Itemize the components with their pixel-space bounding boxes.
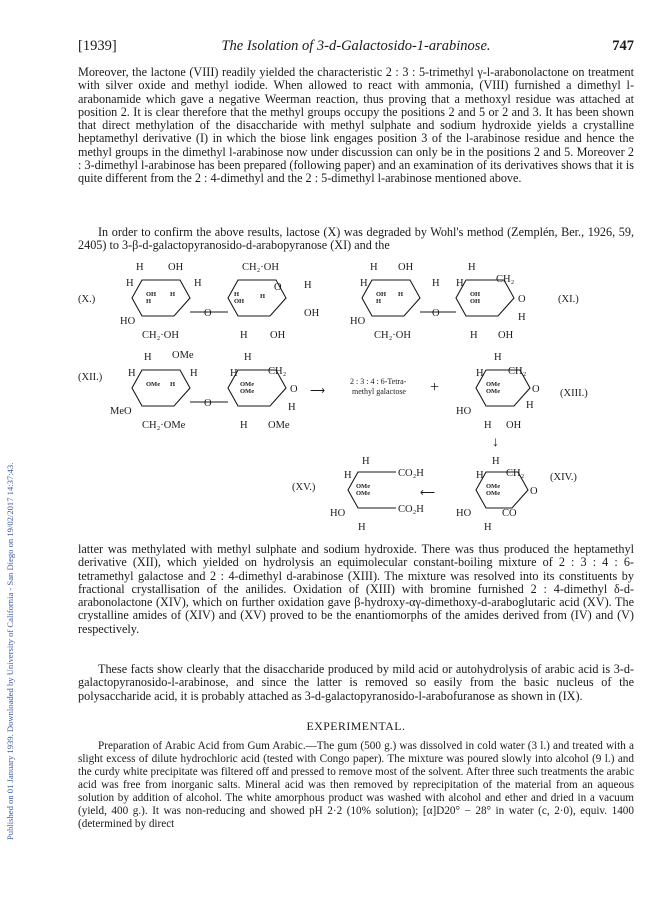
atom: O xyxy=(204,398,212,409)
atom: CH₂ xyxy=(496,274,515,285)
atom: O xyxy=(204,308,212,319)
product-label: methyl galactose xyxy=(352,387,406,396)
atom: H xyxy=(468,262,476,273)
atom: H xyxy=(470,330,478,341)
atom: OMe xyxy=(486,381,501,388)
atom: O xyxy=(290,384,298,395)
atom: H xyxy=(144,352,152,363)
download-watermark: Published on 01 January 1939. Downloaded by University of California - San Diego on 19/02/2017 14:37:43. xyxy=(5,462,15,840)
atom: H xyxy=(344,470,352,481)
atom: CH₂ xyxy=(508,366,527,377)
atom: CH₂ xyxy=(268,366,287,377)
label-xi: (XI.) xyxy=(558,294,579,305)
atom: OMe xyxy=(486,388,501,395)
atom: CH₂·OH xyxy=(142,330,179,341)
atom: H xyxy=(190,368,198,379)
atom: H xyxy=(240,420,248,431)
atom: CH₂·OH xyxy=(242,262,279,273)
atom: H xyxy=(146,298,152,305)
section-heading-experimental: EXPERIMENTAL. xyxy=(306,719,406,733)
atom: OH xyxy=(234,298,245,305)
atom: OH xyxy=(398,262,414,273)
atom: H xyxy=(518,312,526,323)
atom: H xyxy=(476,470,484,481)
atom: HO xyxy=(456,406,472,417)
atom: H xyxy=(288,402,296,413)
paragraph-lactose-degradation: In order to confirm the above results, lactose (X) was degraded by Wohl's method (Zemplén, Ber., 1926, 59, 2405) to 3-β-d-galactopyranosido-d-arabopyranose (XI) and the xyxy=(78,225,634,253)
atom: H xyxy=(360,278,368,289)
atom: O xyxy=(274,282,282,293)
atom: OH xyxy=(470,298,481,305)
structure-xiii xyxy=(456,352,588,450)
atom: CH₂·OMe xyxy=(142,420,186,431)
label-xiv: (XIV.) xyxy=(550,472,577,483)
atom: O xyxy=(532,384,540,395)
paragraph-preparation: Preparation of Arabic Acid from Gum Arabic.—The gum (500 g.) was dissolved in cold water (3 l.) and treated with a slight excess of dilute hydrochloric acid (tested with Congo paper). The mixture was poured slowly into alcohol (9 l.) and the curdy white precipitate was filtered off and pressed to remove most of the solvent. After three such treatments the arabic acid was free from inorganic salts. Mineral acid was then removed by reprecipitation of the material from an aqueous solution by addition of alcohol. The white amorphous product was washed with alcohol and ether and dried in a vacuum (yield, 400 g.). It was non-reducing and showed pH 2·2 (10% solution); [α]D20° − 28° in water (c, 2·0), equiv. 1400 (determined by direct xyxy=(78,740,634,830)
atom: OH xyxy=(376,291,387,298)
label-xv: (XV.) xyxy=(292,482,316,493)
atom: CH₂·OH xyxy=(374,330,411,341)
atom: HO xyxy=(456,508,472,519)
atom: OH xyxy=(270,330,286,341)
paragraph-lactone: Moreover, the lactone (VIII) readily yielded the characteristic 2 : 3 : 5-trimethyl γ-l-arabonolactone on treatment with silver oxide and methyl iodide. When allowed to react with ammonia, (VIII) furnished a dimethyl l-arabonamide which gave a negative Weerman reaction, thus proving that a methoxyl residue was attached at position 2. It is clear therefore that the methyl groups occupy the positions 2 and 5 or 2 and 3. It has been shown that direct methylation of the disaccharide with methyl sulphate and sodium hydroxide yields a crystalline heptamethyl derivative (I) in which the biose link engages position 3 of the l-arabinose residue and hence the methyl groups in the dimethyl l-arabinose now under discussion can only be in the positions 2 and 5. Moreover 2 : 3-dimethyl l-arabinose has been prepared (following paper) and an examination of its derivatives shows that it is quite different from the 2 : 4-dimethyl and the 2 : 5-dimethyl l-arabinose mentioned above. xyxy=(78,65,634,186)
atom: H xyxy=(370,262,378,273)
paragraph-conclusion: These facts show clearly that the disaccharide produced by mild acid or autohydrolysis of arabic acid is 3-d-galactopyranosido-l-arabinose, and since the latter is removed so easily from the basic nucleus of the polysaccharide acid, it is probably attached as 3-d-galactopyranosido-l-arabofuranose as shown in (IX). xyxy=(78,662,634,703)
page-number: 747 xyxy=(612,38,634,54)
atom: OMe xyxy=(356,490,371,497)
atom: H xyxy=(260,293,266,300)
label-xii: (XII.) xyxy=(78,372,103,383)
atom: CO xyxy=(502,508,517,519)
arrow-left: ⟵ xyxy=(420,488,436,499)
label-x: (X.) xyxy=(78,294,96,305)
structure-xii xyxy=(78,350,298,431)
atom: OH xyxy=(498,330,514,341)
atom: H xyxy=(362,456,370,467)
atom: H xyxy=(494,352,502,363)
atom: OH xyxy=(168,262,184,273)
atom: OH xyxy=(304,308,320,319)
atom: O xyxy=(530,486,538,497)
volume-year: [1939] xyxy=(78,38,117,54)
atom: OH xyxy=(470,291,481,298)
atom: H xyxy=(194,278,202,289)
atom: H xyxy=(484,522,492,532)
atom: H xyxy=(244,352,252,363)
hydrolysis-step xyxy=(310,377,439,397)
atom: H xyxy=(492,456,500,467)
structure-x xyxy=(78,262,320,341)
plus-sign: + xyxy=(430,379,440,396)
arrow-down: ↓ xyxy=(492,435,499,450)
atom: H xyxy=(476,368,484,379)
label-xiii: (XIII.) xyxy=(560,388,588,399)
atom: OMe xyxy=(172,350,194,361)
paragraph-methylation: latter was methylated with methyl sulphate and sodium hydroxide. There was thus produced the heptamethyl derivative (XII), which yielded on hydrolysis an equimolecular constant-boiling mixture of 2 : 3 : 4 : 6-tetramethyl galactose and 2 : 4-dimethyl d-arabinose (XIII). The mixture was resolved into its constituents by fractional crystallisation of the anilides. Oxidation of (XIII) with bromine furnished 2 : 4-dimethyl δ-d-arabonolactone (XIV), which on further oxidation gave β-hydroxy-αγ-dimethoxy-d-araboglutaric acid (XV). The crystalline amides of (XIV) and (XV) proved to be the enantiomorphs of the amides derived from (IV) and (V) respectively. xyxy=(78,542,634,636)
atom: H xyxy=(170,381,176,388)
structure-figure xyxy=(72,258,642,532)
atom: H xyxy=(376,298,382,305)
atom: CO₂H xyxy=(398,468,424,479)
atom: HO xyxy=(330,508,346,519)
atom: OMe xyxy=(486,483,501,490)
atom: OH xyxy=(506,420,522,431)
atom: O xyxy=(432,308,440,319)
atom: OMe xyxy=(146,381,161,388)
atom: O xyxy=(518,294,526,305)
structure-xv xyxy=(292,456,424,532)
atom: OMe xyxy=(240,388,255,395)
atom: H xyxy=(432,278,440,289)
atom: H xyxy=(304,280,312,291)
atom: HO xyxy=(120,316,136,327)
atom: H xyxy=(170,291,176,298)
structure-xi xyxy=(350,262,579,341)
structure-xiv xyxy=(456,456,577,532)
atom: OMe xyxy=(486,490,501,497)
atom: OMe xyxy=(356,483,371,490)
atom: OMe xyxy=(240,381,255,388)
page-header xyxy=(78,38,634,56)
atom: H xyxy=(136,262,144,273)
atom: H xyxy=(128,368,136,379)
atom: H xyxy=(126,278,134,289)
running-title: The Isolation of 3-d-Galactosido-1-arabinose. xyxy=(221,38,491,54)
atom: H xyxy=(230,368,238,379)
atom: H xyxy=(456,278,464,289)
product-label: 2 : 3 : 4 : 6-Tetra- xyxy=(350,377,407,386)
atom: OMe xyxy=(268,420,290,431)
atom: HO xyxy=(350,316,366,327)
atom: H xyxy=(398,291,404,298)
arrow-right: ⟶ xyxy=(310,386,326,397)
atom: CH₂ xyxy=(506,468,525,479)
atom: MeO xyxy=(110,406,132,417)
atom: H xyxy=(484,420,492,431)
atom: CO₂H xyxy=(398,504,424,515)
atom: H xyxy=(358,522,366,532)
atom: H xyxy=(234,291,240,298)
atom: H xyxy=(526,400,534,411)
atom: H xyxy=(240,330,248,341)
atom: OH xyxy=(146,291,157,298)
